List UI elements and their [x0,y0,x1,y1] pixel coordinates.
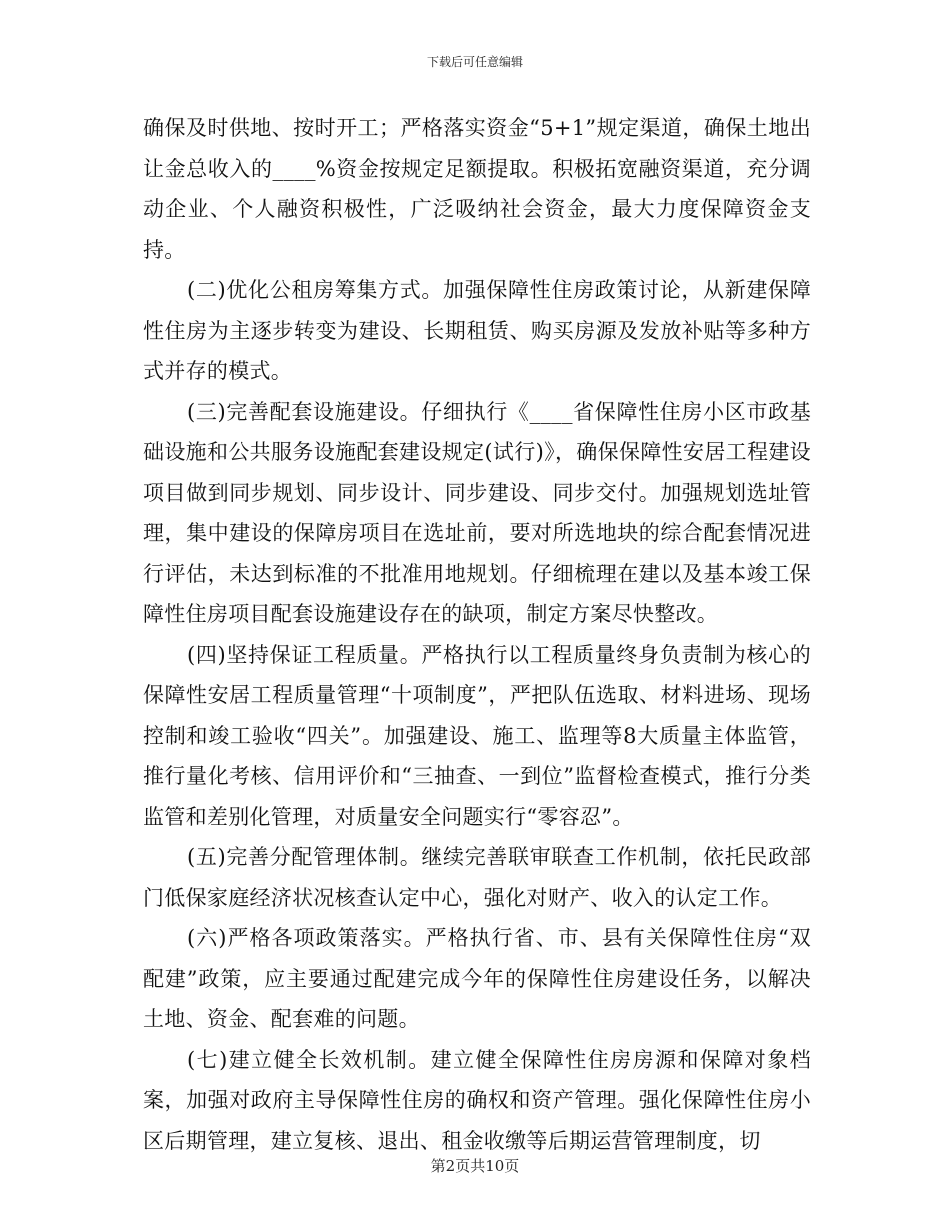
paragraph-section-6: (六)严格各项政策落实。严格执行省、市、县有关保障性住房“双配建”政策，应主要通过配建完成今年的保障性住房建设任务，以解决土地、资金、配套难的问题。 [143,926,811,1031]
paragraph-section-3: (三)完善配套设施建设。仔细执行《____省保障性住房小区市政基础设施和公共服务设施配套建设规定(试行)》，确保保障性安居工程建设项目做到同步规划、同步设计、同步建设、同步交付。加强规划选址管理，集中建设的保障房项目在选址前，要对所选地块的综合配套情况进行评估，未达到标准的不批准用地规划。仔细梳理在建以及基本竣工保障性住房项目配套设施建设存在的缺项，制定方案尽快整改。 [143,399,811,626]
paragraph-section-7: (七)建立健全长效机制。建立健全保障性住房房源和保障对象档案，加强对政府主导保障性住房的确权和资产管理。强化保障性住房小区后期管理，建立复核、退出、租金收缴等后期运营管理制度，切 [143,1047,811,1153]
paragraph-section-2: (二)优化公租房筹集方式。加强保障性住房政策讨论，从新建保障性住房为主逐步转变为建设、长期租赁、购买房源及发放补贴等多种方式并存的模式。 [143,278,811,383]
paragraph-section-5: (五)完善分配管理体制。继续完善联审联查工作机制，依托民政部门低保家庭经济状况核查认定中心，强化对财产、收入的认定工作。 [143,845,811,910]
page-number: 第2页共10页 [430,1157,520,1175]
paragraph-continuation: 确保及时供地、按时开工；严格落实资金“5+1”规定渠道，确保土地出让金总收入的____%资金按规定足额提取。积极拓宽融资渠道，充分调动企业、个人融资积极性，广泛吸纳社会资金，最大力度保障资金支持。 [143,116,811,262]
document-body [143,108,811,1161]
page-header: 下载后可任意编辑 [426,55,523,69]
paragraph-section-4: (四)坚持保证工程质量。严格执行以工程质量终身负责制为核心的保障性安居工程质量管理“十项制度”，严把队伍选取、材料进场、现场控制和竣工验收“四关”。加强建设、施工、监理等8大质量主体监管，推行量化考核、信用评价和“三抽查、一到位”监督检查模式，推行分类监管和差别化管理，对质量安全问题实行“零容忍”。 [143,642,811,829]
